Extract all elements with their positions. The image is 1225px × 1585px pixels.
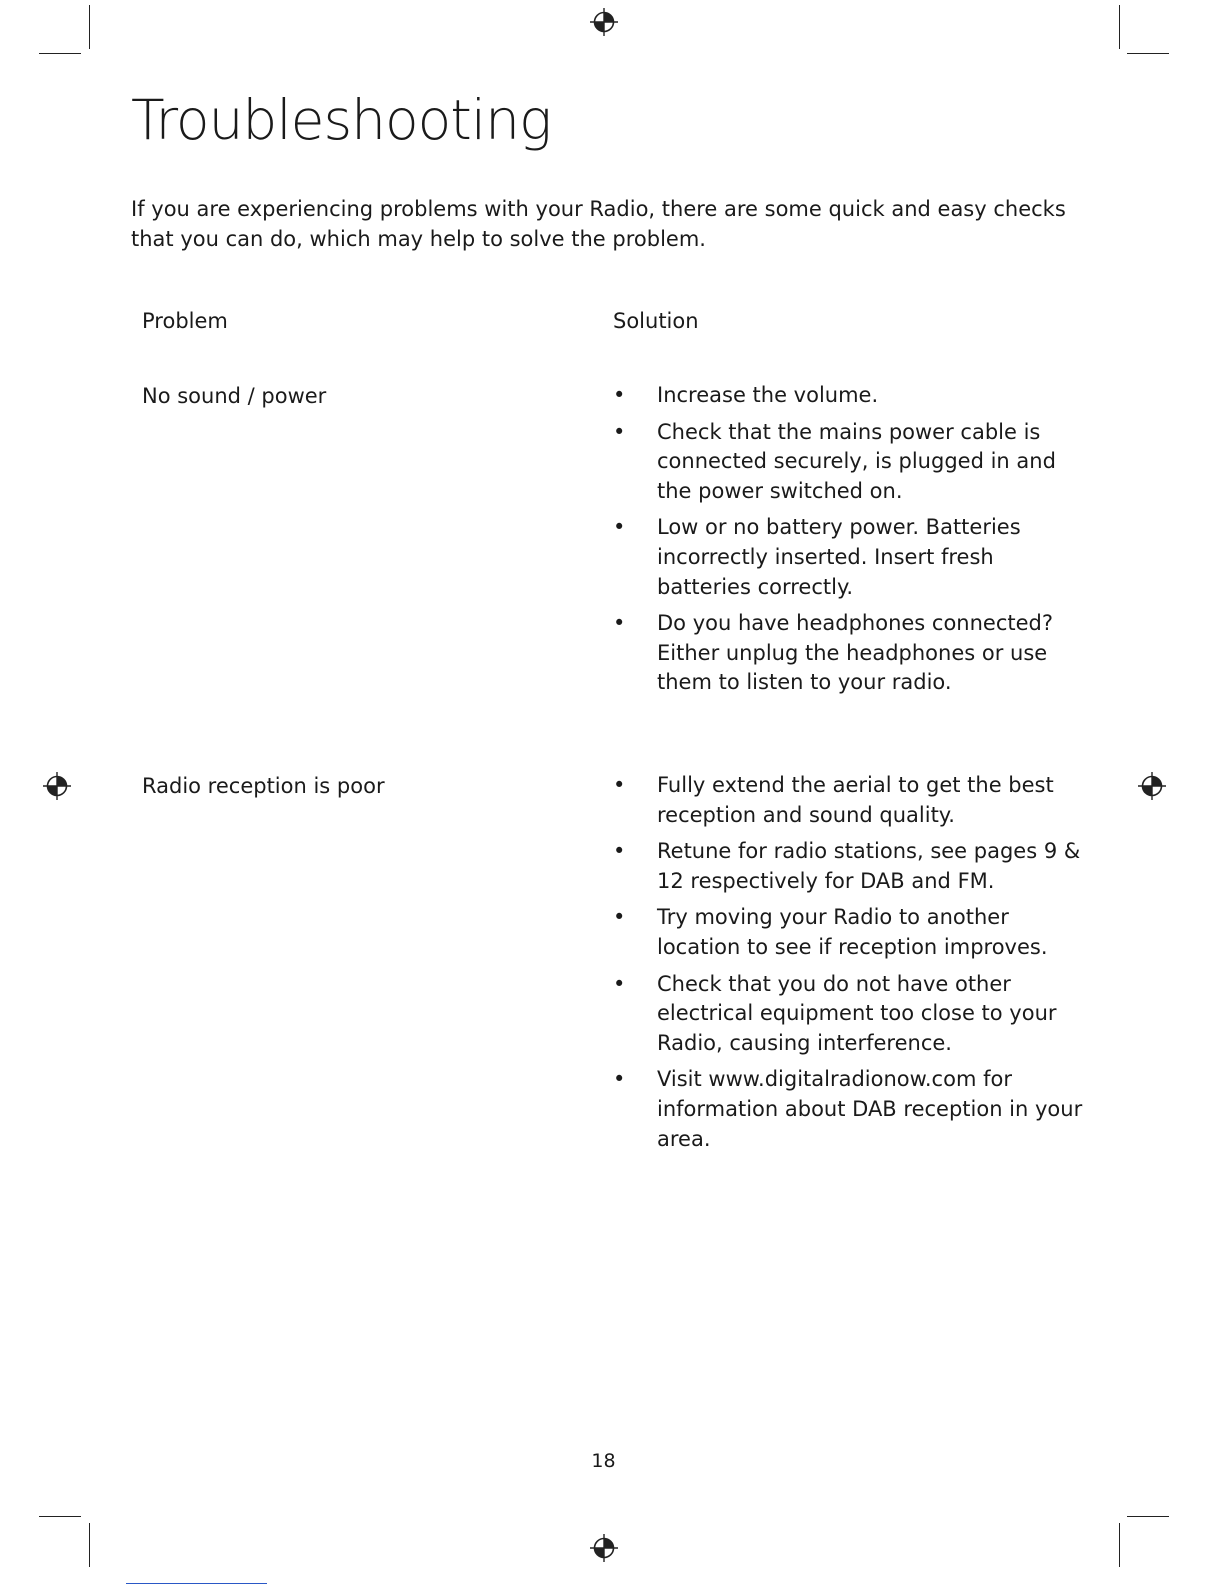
bullet-icon: • <box>613 515 626 540</box>
solution-text: Check that the mains power cable is connected securely, is plugged in and the power switched on. <box>657 419 1056 503</box>
link-underline-mark <box>126 1583 267 1584</box>
bullet-icon: • <box>613 611 626 636</box>
intro-paragraph: If you are experiencing problems with your Radio, there are some quick and easy checks that you can do, which may help to solve the problem. <box>131 197 1066 251</box>
bullet-icon: • <box>613 419 626 444</box>
bullet-icon: • <box>613 839 626 864</box>
solution-text: Low or no battery power. Batteries incorrectly inserted. Insert fresh batteries correctly. <box>657 515 1021 599</box>
bullet-icon: • <box>613 1067 626 1092</box>
solution-item <box>613 903 1083 962</box>
registration-crosshair-icon <box>1137 771 1167 801</box>
crop-mark-bottom-right-horizontal <box>1127 1516 1169 1517</box>
solution-item <box>613 837 1083 896</box>
solution-item <box>613 771 1083 830</box>
column-header-problem: Problem <box>142 309 228 333</box>
solution-text: Visit www.digitalradionow.com for information about DAB reception in your area. <box>657 1067 1083 1151</box>
page-number: 18 <box>591 1450 616 1472</box>
solution-item <box>613 609 1083 698</box>
problem-label: No sound / power <box>142 384 327 408</box>
registration-crosshair-icon <box>42 771 72 801</box>
solution-item <box>613 381 1083 411</box>
solution-text: Check that you do not have other electrical equipment too close to your Radio, causing interference. <box>657 971 1057 1055</box>
solution-item <box>613 1065 1083 1154</box>
bullet-icon: • <box>613 971 626 996</box>
solution-text: Try moving your Radio to another location to see if reception improves. <box>657 905 1048 959</box>
solution-item <box>613 513 1083 602</box>
solution-text: Fully extend the aerial to get the best reception and sound quality. <box>657 773 1054 827</box>
crop-mark-top-right-vertical <box>1119 5 1120 49</box>
crop-mark-bottom-right-vertical <box>1119 1523 1120 1567</box>
solution-list <box>613 771 1083 1161</box>
registration-crosshair-icon <box>589 1533 619 1563</box>
problem-label: Radio reception is poor <box>142 774 385 798</box>
solution-item <box>613 418 1083 507</box>
solution-text: Retune for radio stations, see pages 9 & 12 respectively for DAB and FM. <box>657 839 1081 893</box>
bullet-icon: • <box>613 383 626 407</box>
solution-list <box>613 381 1083 705</box>
crop-mark-bottom-left-horizontal <box>39 1516 81 1517</box>
solution-text: Increase the volume. <box>657 383 879 407</box>
solution-item <box>613 970 1083 1059</box>
crop-mark-bottom-left-vertical <box>89 1523 90 1567</box>
solution-text: Do you have headphones connected? Either unplug the headphones or use them to listen to your radio. <box>657 611 1054 695</box>
crop-mark-top-left-horizontal <box>39 53 81 54</box>
bullet-icon: • <box>613 773 626 797</box>
crop-mark-top-right-horizontal <box>1127 53 1169 54</box>
bullet-icon: • <box>613 905 626 930</box>
page-title: Troubleshooting <box>131 88 551 152</box>
column-header-solution: Solution <box>613 309 699 333</box>
crop-mark-top-left-vertical <box>89 5 90 49</box>
registration-crosshair-icon <box>589 7 619 37</box>
